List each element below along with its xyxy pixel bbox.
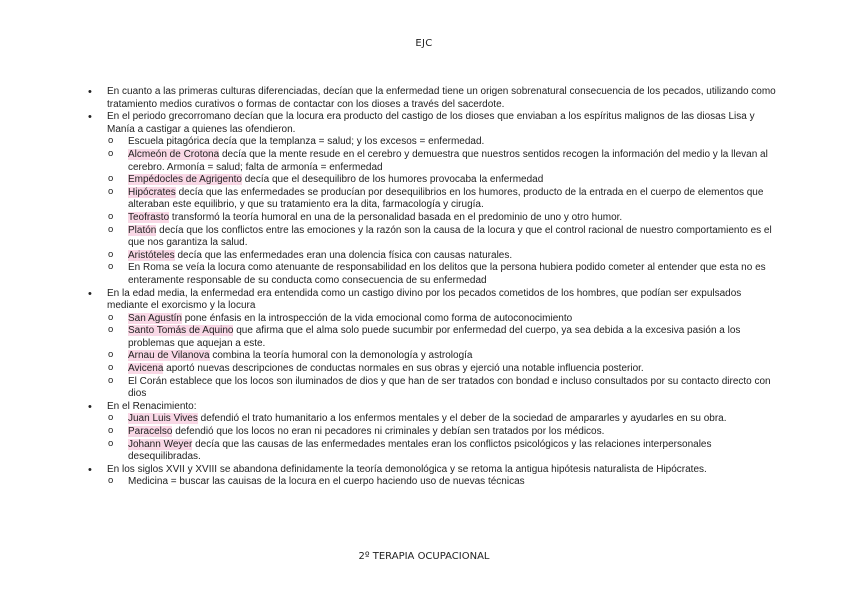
highlighted-name: Platón [128, 224, 157, 236]
sub-list [107, 313, 778, 401]
sub-item-text: El Corán establece que los locos son iluminados de dios y que han de ser tratados con bondad e incluso consultados por su contacto directo con dios [128, 375, 771, 400]
sub-item-text: defendió que los locos no eran ni pecadores ni criminales y debían sen tratados por los médicos. [172, 426, 605, 438]
highlighted-name: Aristóteles [128, 249, 175, 261]
highlighted-name: San Agustín [128, 312, 182, 324]
sub-list [107, 476, 778, 489]
bullet-text: En cuanto a las primeras culturas diferenciadas, decían que la enfermedad tiene un origen sobrenatural consecuencia de los pecados, utilizando como tratamiento medios curativos o formas de contactar con los dioses a través del sacerdote. [107, 86, 776, 110]
bullet-item [86, 464, 778, 489]
bullet-text: En el periodo grecorromano decían que la locura era producto del castigo de los dioses que enviaban a los espíritus malignos de las diosas Lisa y Manía a castigar a quienes las ofendieron. [107, 111, 755, 135]
sub-item [107, 212, 778, 225]
highlighted-name: Teofrasto [128, 211, 170, 223]
sub-item-text: pone énfasis en la introspección de la vida emocional como forma de autoconocimiento [181, 312, 573, 324]
sub-item [107, 174, 778, 187]
sub-item-text: transformó la teoría humoral en una de la personalidad basada en el predominio de uno y otro humor. [169, 211, 623, 223]
sub-item-text: combina la teoría humoral con la demonología y astrología [209, 350, 473, 362]
sub-item [107, 136, 778, 149]
sub-item [107, 262, 778, 287]
sub-item-text: defendió el trato humanitario a los enfermos mentales y el deber de la sociedad de ampararles y ayudarles en su obra. [197, 413, 727, 425]
highlighted-name: Johann Weyer [128, 438, 193, 450]
bullet-item [86, 111, 778, 287]
sub-item-text: En Roma se veía la locura como atenuante de responsabilidad en los delitos que la persona hubiera podido cometer al entender que esta no es enteramente responsable de su conducta como consecuencia de su enfermedad [128, 262, 766, 286]
bullet-text: En los siglos XVII y XVIII se abandona definidamente la teoría demonológica y se retoma la antigua hipótesis naturalista de Hipócrates. [107, 463, 707, 475]
sub-item [107, 439, 778, 464]
sub-item [107, 313, 778, 326]
sub-item-text: Medicina = buscar las cauisas de la locura en el cuerpo haciendo uso de nuevas técnicas [128, 476, 525, 488]
highlighted-name: Avicena [128, 363, 164, 375]
sub-item [107, 325, 778, 350]
sub-item [107, 350, 778, 363]
bullet-text: En el Renacimiento: [107, 400, 197, 412]
sub-item [107, 413, 778, 426]
sub-item [107, 187, 778, 212]
highlighted-name: Hipócrates [128, 186, 176, 198]
highlighted-name: Paracelso [128, 426, 173, 438]
highlighted-name: Empédocles de Agrigento [128, 174, 242, 186]
sub-item [107, 149, 778, 174]
sub-item [107, 363, 778, 376]
sub-item-text: que afirma que el alma solo puede sucumbir por enfermedad del cuerpo, ya sea debida a la excesiva pasión a los problemas que aquejan a este. [128, 325, 741, 349]
bullet-item [86, 86, 778, 111]
sub-item-text: decía que el desequilibro de los humores provocaba la enfermedad [241, 174, 544, 186]
highlighted-name: Alcmeón de Crotona [128, 148, 220, 160]
sub-item [107, 376, 778, 401]
highlighted-name: Juan Luis Vives [128, 413, 198, 425]
sub-list [107, 136, 778, 287]
sub-item [107, 476, 778, 489]
highlighted-name: Arnau de Vilanova [128, 350, 210, 362]
bullet-item [86, 288, 778, 401]
page-footer: 2º TERAPIA OCUPACIONAL [358, 551, 490, 562]
highlighted-name: Santo Tomás de Aquino [128, 325, 234, 337]
sub-item-text: aportó nuevas descripciones de conductas normales en sus obras y ejerció una notable influencia posterior. [163, 363, 644, 375]
sub-item [107, 250, 778, 263]
sub-item-text: Escuela pitagórica decía que la templanza = salud; y los excesos = enfermedad. [128, 136, 485, 148]
sub-item-text: decía que la mente resude en el cerebro y demuestra que nuestros sentidos recogen la información del medio y la llevan al cerebro. Armonía = salud; falta de armonía = enfermedad [128, 148, 768, 173]
sub-item [107, 426, 778, 439]
bullet-list [86, 86, 778, 489]
document-body [86, 86, 778, 489]
sub-item-text: decía que las enfermedades se producían por desequilibrios en los humores, producto de la entrada en el cuerpo de elementos que alteraban este equilibrio, y que su tratamiento era la dita, farmacología y cirugía. [128, 186, 764, 211]
bullet-text: En la edad media, la enfermedad era entendida como un castigo divino por los pecados cometidos de los hombres, que podían ser expulsados mediante el exorcismo y la locura [107, 287, 742, 312]
sub-item-text: decía que los conflictos entre las emociones y la razón son la causa de la locura y que el control racional de nuestro comportamiento es el que nos garantiza la salud. [128, 224, 772, 249]
sub-list [107, 413, 778, 463]
bullet-item [86, 401, 778, 464]
sub-item [107, 225, 778, 250]
sub-item-text: decía que las enfermedades eran una dolencia física con causas naturales. [174, 249, 513, 261]
sub-item-text: decía que las causas de las enfermedades mentales eran los conflictos psicológicos y las relaciones interpersonales desequilibradas. [128, 438, 712, 463]
page-header: EJC [415, 38, 433, 49]
